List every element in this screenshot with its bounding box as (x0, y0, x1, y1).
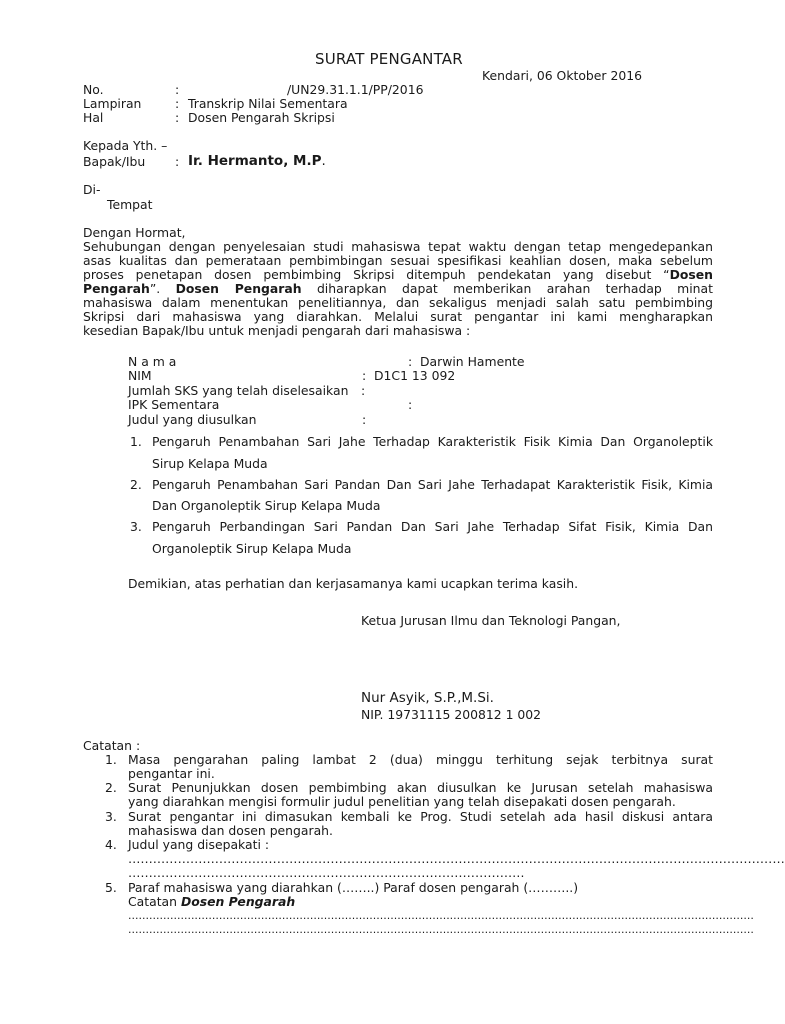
note-1-line-1: Masa pengarahan paling lambat 2 (dua) minggu terhitung sejak terbitnya surat (128, 752, 713, 767)
student-sks-colon: : (361, 383, 366, 398)
recipient-name: Ir. Hermanto, M.P. (188, 153, 326, 169)
note-5-text: Paraf mahasiswa yang diarahkan (……..) Paraf dosen pengarah (………..) (128, 880, 579, 895)
signature-name: Nur Asyik, S.P.,M.Si. (361, 690, 494, 706)
note-4-number: 4. (105, 837, 117, 852)
note-3-number: 3. (105, 809, 117, 824)
header-lampiran-label: Lampiran (83, 96, 142, 111)
recipient-colon: : (175, 154, 180, 169)
student-name-colon: : (408, 354, 413, 369)
note-2-number: 2. (105, 780, 117, 795)
title-3-line-1: Pengaruh Perbandingan Sari Pandan Dan Sari Jahe Terhadap Sifat Fisik, Kimia Dan (152, 519, 713, 534)
note-4-text: Judul yang disepakati : (128, 837, 269, 852)
body-line-4: Pengarah”. Dosen Pengarah diharapkan dapat memberikan arahan terhadap minat (83, 281, 713, 296)
header-lampiran-colon: : (175, 96, 180, 111)
mentor-notes-label: Catatan Dosen Pengarah (128, 894, 296, 909)
note-5-number: 5. (105, 880, 117, 895)
body-line-7: kesedian Bapak/Ibu untuk menjadi pengarah dari mahasiswa : (83, 323, 471, 338)
student-name-label: N a m a (128, 354, 177, 369)
note-1-line-2: pengantar ini. (128, 766, 215, 781)
mentor-notes-dotted-line-2: ................................................................................................................................................................................... (128, 923, 754, 936)
note-2-line-1: Surat Penunjukkan dosen pembimbing akan diusulkan ke Jurusan setelah mahasiswa (128, 780, 713, 795)
opening-greeting: Dengan Hormat, (83, 225, 186, 240)
recipient-tempat: Tempat (107, 197, 153, 212)
recipient-salutation: Bapak/Ibu (83, 154, 146, 169)
signature-nip: NIP. 19731115 200812 1 002 (361, 707, 542, 722)
student-name-value: Darwin Hamente (420, 354, 525, 369)
title-1-line-1: Pengaruh Penambahan Sari Jahe Terhadap Karakteristik Fisik Kimia Dan Organoleptik (152, 434, 713, 449)
recipient-di: Di- (83, 182, 101, 197)
body-line-3: proses penetapan dosen pembimbing Skripsi ditempuh pendekatan yang disebut “Dosen (83, 267, 713, 282)
body-line-5: mahasiswa dalam menentukan penelitiannya, dan sekaligus menjadi salah satu pembimbing (83, 295, 713, 310)
student-judul-colon: : (362, 412, 367, 427)
title-3-number: 3. (130, 519, 142, 534)
title-2-number: 2. (130, 477, 142, 492)
header-no-colon: : (175, 82, 180, 97)
student-sks-label: Jumlah SKS yang telah diselesaikan (128, 383, 349, 398)
student-nim-label: NIM (128, 368, 152, 383)
title-1-line-2: Sirup Kelapa Muda (152, 456, 268, 471)
agreed-title-dotted-line-2: …………………………………………………………………………………… (128, 865, 525, 880)
title-2-line-2: Dan Organoleptik Sirup Kelapa Muda (152, 498, 381, 513)
mentor-notes-dotted-line-1: ................................................................................................................................................................................... (128, 909, 754, 922)
header-hal-value: Dosen Pengarah Skripsi (188, 110, 335, 125)
body-line-1: Sehubungan dengan penyelesaian studi mahasiswa tepat waktu dengan tetap mengedepankan (83, 239, 713, 254)
agreed-title-dotted-line-1: …………………………………………………………………………………………………………………………………………… (128, 851, 785, 866)
note-2-line-2: yang diarahkan mengisi formulir judul penelitian yang telah disepakati dosen pengarah. (128, 794, 676, 809)
title-1-number: 1. (130, 434, 142, 449)
student-ipk-label: IPK Sementara (128, 397, 220, 412)
student-nim-colon: : (362, 368, 367, 383)
note-3-line-1: Surat pengantar ini dimasukan kembali ke Prog. Studi setelah ada hasil diskusi antara (128, 809, 713, 824)
notes-heading: Catatan : (83, 738, 141, 753)
signature-position: Ketua Jurusan Ilmu dan Teknologi Pangan, (361, 613, 621, 628)
letter-title: SURAT PENGANTAR (315, 50, 463, 68)
header-hal-label: Hal (83, 110, 104, 125)
title-3-line-2: Organoleptik Sirup Kelapa Muda (152, 541, 352, 556)
header-no-label: No. (83, 82, 104, 97)
body-line-6: Skripsi dari mahasiswa yang diarahkan. Melalui surat pengantar ini kami mengharapkan (83, 309, 713, 324)
body-line-2: asas kualitas dan pemerataan pembimbingan sesuai spesifikasi keahlian dosen, maka sebelum (83, 253, 713, 268)
student-judul-label: Judul yang diusulkan (128, 412, 257, 427)
recipient-to: Kepada Yth. – (83, 138, 168, 153)
header-no-value: /UN29.31.1.1/PP/2016 (287, 82, 424, 97)
closing-text: Demikian, atas perhatian dan kerjasamanya kami ucapkan terima kasih. (128, 576, 579, 591)
title-2-line-1: Pengaruh Penambahan Sari Pandan Dan Sari Jahe Terhadapat Karakteristik Fisik, Kimia (152, 477, 713, 492)
header-lampiran-value: Transkrip Nilai Sementara (188, 96, 348, 111)
student-nim-value: D1C1 13 092 (374, 368, 456, 383)
header-hal-colon: : (175, 110, 180, 125)
note-1-number: 1. (105, 752, 117, 767)
note-3-line-2: mahasiswa dan dosen pengarah. (128, 823, 333, 838)
student-ipk-colon: : (408, 397, 413, 412)
place-date: Kendari, 06 Oktober 2016 (482, 68, 642, 83)
